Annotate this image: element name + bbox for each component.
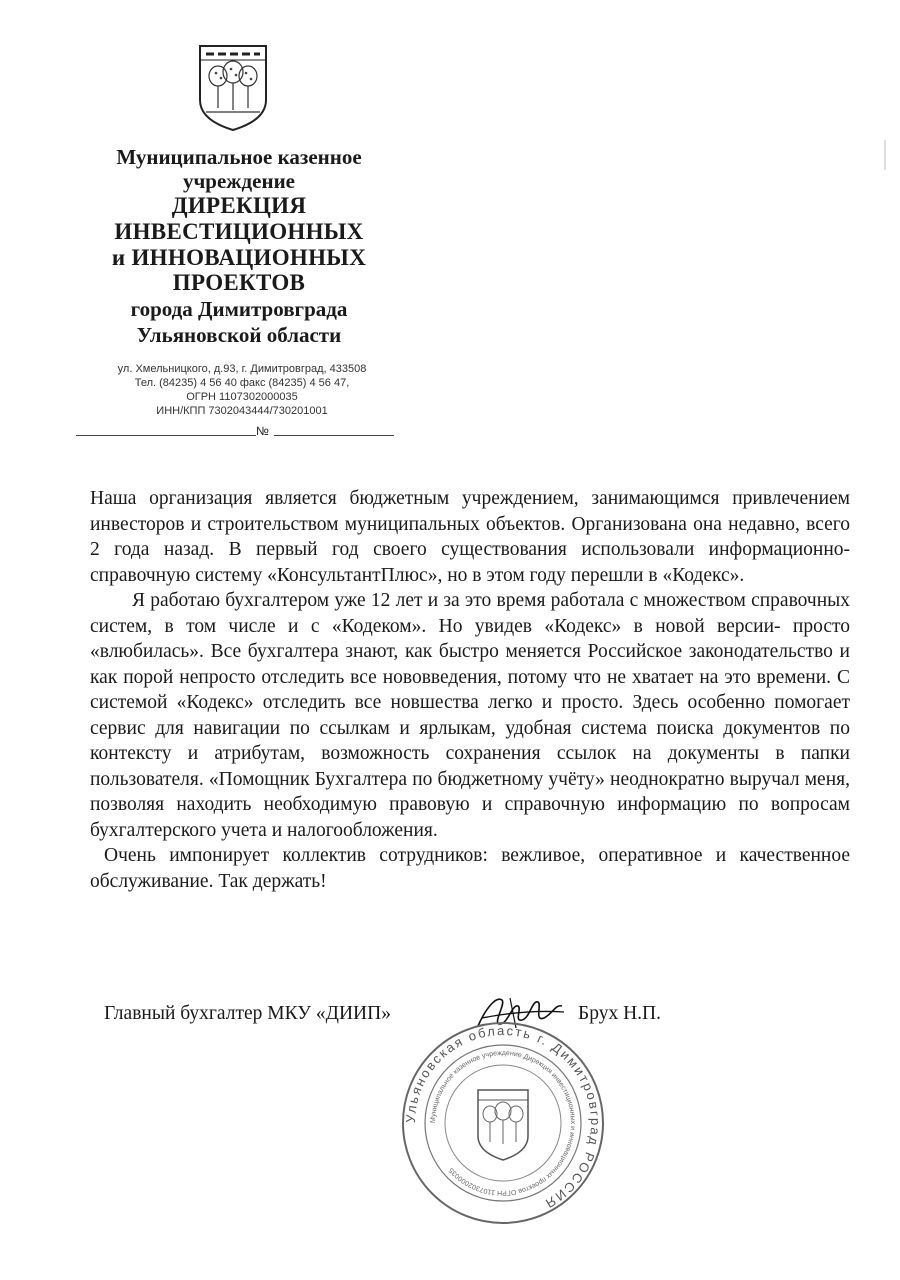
seal-inner-text: Муниципальное казенное учреждение Дирекция инвестиционных и инновационных проектов ОГРН 1107302000035 bbox=[429, 1049, 577, 1197]
address-line: ИНН/КПП 7302043444/730201001 bbox=[156, 405, 328, 417]
letterhead-line: ПРОЕКТОВ bbox=[172, 270, 306, 296]
paragraph: Наша организация является бюджетным учреждением, занимающимся привлечением инвесторов и строительством муниципальных объектов. Организована она недавно, всего 2 года назад. В первый год своего существования использовали информационно-справочную систему «КонсультантПлюс», но в этом году перешли в «Кодекс». bbox=[90, 488, 850, 586]
official-seal bbox=[398, 1018, 608, 1228]
paragraph: Я работаю бухгалтером уже 12 лет и за это время работала с множеством справочных систем, в том числе и с «Кодеком». Но увидев «Кодекс» в новой версии- просто «влюбилась». Все бухгалтера знают, как быстро меняется Российское законодательство и как порой непросто отследить все нововведения, потому что не хватает на это времени. С системой «Кодекс» отследить все новшества легко и просто. Здесь особенно помогает сервис для навигации по ссылкам и ярлыкам, удобная система поиска документов по контексту и атрибутам, возможность сохранения ссылок на документы в папки пользователя. «Помощник Бухгалтера по бюджетному учёту» неоднократно выручал меня, позволяя находить необходимую правовую и справочную информацию по вопросам бухгалтерского учета и налогообложения. bbox=[90, 590, 850, 841]
seal-outer-text: Ульяновская область г. Димитровград РОССИЯ bbox=[402, 1022, 604, 1212]
letterhead-line: Муниципальное казенное bbox=[116, 145, 362, 169]
letterhead-line: ИНВЕСТИЦИОННЫХ bbox=[114, 218, 364, 244]
letterhead-line: ДИРЕКЦИЯ bbox=[171, 193, 307, 219]
letterhead-line: города Димитровграда bbox=[130, 297, 348, 322]
signatory-name: Брух Н.П. bbox=[578, 1003, 661, 1024]
registration-line bbox=[76, 424, 394, 438]
seal-emblem-icon bbox=[478, 1090, 528, 1160]
address-line: ОГРН 1107302000035 bbox=[186, 391, 298, 403]
letterhead-line: и ИННОВАЦИОННЫХ bbox=[111, 244, 367, 270]
signatory-role: Главный бухгалтер МКУ «ДИИП» bbox=[104, 1003, 391, 1024]
letterhead-line: Ульяновской области bbox=[136, 322, 342, 347]
address-line: Тел. (84235) 4 56 40 факс (84235) 4 56 47, bbox=[134, 377, 350, 389]
paragraph: Очень импонирует коллектив сотрудников: вежливое, оперативное и качественное обслуживание. Так держать! bbox=[90, 845, 850, 892]
date-underline bbox=[76, 435, 256, 436]
letterhead-line: учреждение bbox=[182, 168, 296, 193]
letterhead-address bbox=[66, 362, 418, 418]
letterhead-title bbox=[60, 146, 418, 347]
city-emblem-icon bbox=[196, 42, 270, 132]
scan-edge-artifact bbox=[884, 140, 886, 170]
number-underline bbox=[274, 435, 394, 436]
number-mark: № bbox=[256, 424, 269, 438]
letter-body bbox=[90, 486, 850, 894]
address-line: ул. Хмельницкого, д.93, г. Димитровград, 433508 bbox=[117, 363, 367, 375]
